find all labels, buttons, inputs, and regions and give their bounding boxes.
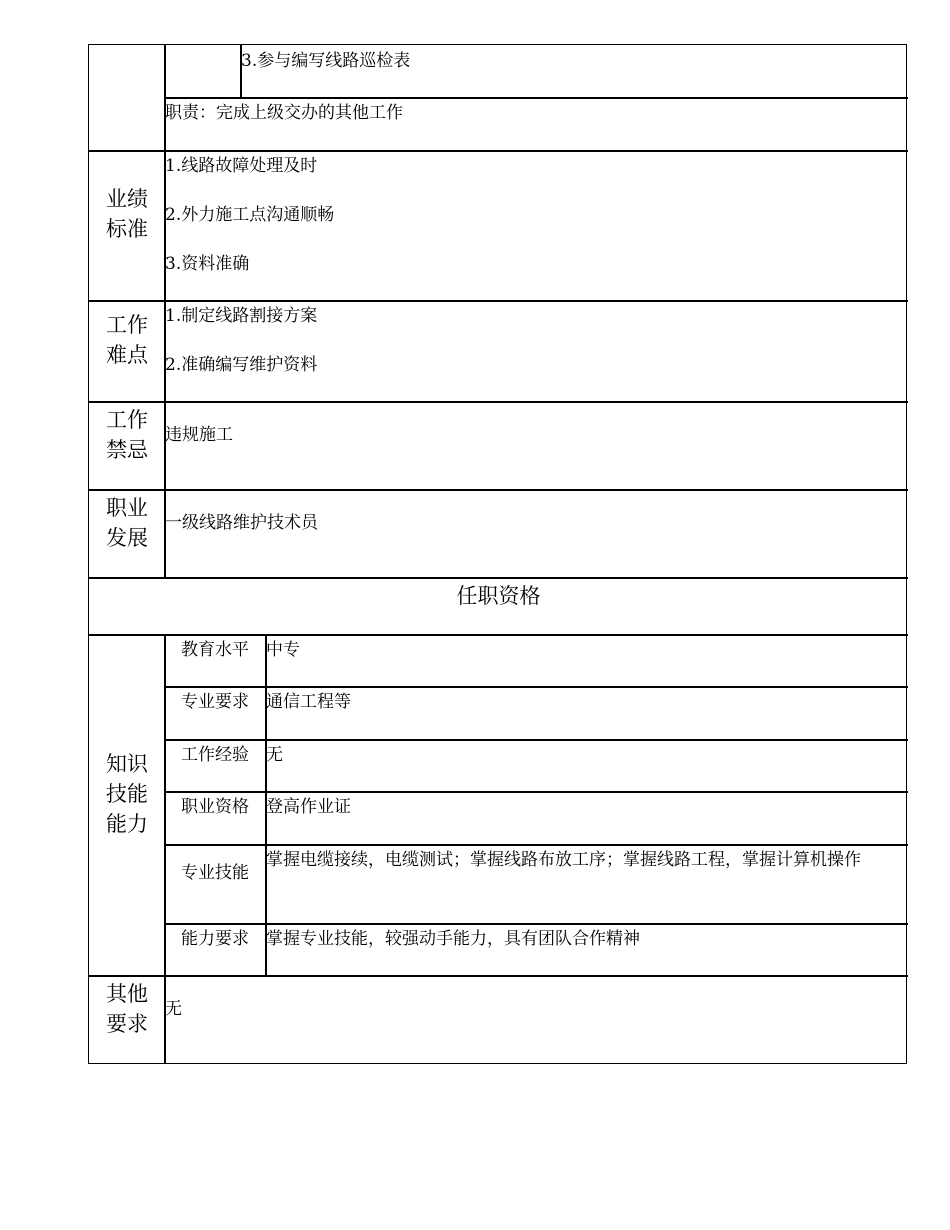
qualification-row-label: 职业资格 <box>181 797 249 817</box>
performance-label-line2: 标准 <box>106 217 148 241</box>
career-label-line1: 职业 <box>106 496 148 520</box>
row-divider <box>89 634 908 636</box>
qualification-row-value: 通信工程等 <box>266 692 351 712</box>
qualification-row-label: 能力要求 <box>181 929 249 949</box>
performance-item: 3.资料准确 <box>165 254 250 274</box>
qualification-row-label: 工作经验 <box>181 745 249 765</box>
other-label-line1: 其他 <box>106 982 148 1006</box>
row-divider <box>165 923 908 925</box>
row-divider <box>165 844 908 846</box>
row-divider <box>89 577 908 579</box>
row-divider <box>89 975 908 977</box>
row-divider <box>165 791 908 793</box>
difficulty-item: 2.准确编写维护资料 <box>165 355 318 375</box>
qualification-row-label: 专业要求 <box>181 692 249 712</box>
qualification-row-value: 掌握电缆接续，电缆测试；掌握线路布放工序；掌握线路工程，掌握计算机操作 <box>266 850 861 870</box>
performance-item: 1.线路故障处理及时 <box>165 156 318 176</box>
qualification-row-label: 专业技能 <box>181 863 249 883</box>
difficulty-label-line1: 工作 <box>106 313 148 337</box>
row-divider <box>165 739 908 741</box>
career-value: 一级线路维护技术员 <box>165 513 318 533</box>
row-divider <box>165 97 908 99</box>
qualification-row-value: 中专 <box>266 640 300 660</box>
taboo-label-line1: 工作 <box>106 408 148 432</box>
other-label <box>89 979 165 1039</box>
performance-item: 2.外力施工点沟通顺畅 <box>165 205 335 225</box>
qualification-row-value: 无 <box>266 745 283 765</box>
taboo-value: 违规施工 <box>165 425 233 445</box>
qualification-group-label-line1: 知识 <box>106 752 148 776</box>
row-divider <box>89 300 908 302</box>
other-duty: 职责：完成上级交办的其他工作 <box>165 103 403 123</box>
performance-label <box>89 184 165 244</box>
qualification-group-label-line2: 技能 <box>106 782 148 806</box>
qualification-title: 任职资格 <box>456 584 541 608</box>
qualification-row-label: 教育水平 <box>181 640 249 660</box>
other-label-line2: 要求 <box>106 1012 148 1036</box>
career-label-line2: 发展 <box>106 526 148 550</box>
qualification-group-label-line3: 能力 <box>106 812 148 836</box>
difficulty-label-line2: 难点 <box>106 343 148 367</box>
other-value: 无 <box>165 999 182 1019</box>
qualification-row-value: 掌握专业技能，较强动手能力，具有团队合作精神 <box>266 929 640 949</box>
difficulty-label <box>89 310 165 370</box>
difficulty-item: 1.制定线路割接方案 <box>165 306 318 326</box>
taboo-label-line2: 禁忌 <box>106 438 148 462</box>
row-divider <box>89 489 908 491</box>
qualification-row-value: 登高作业证 <box>266 797 351 817</box>
row-divider <box>89 150 908 152</box>
row-divider <box>165 686 908 688</box>
performance-label-line1: 业绩 <box>106 187 148 211</box>
job-description-table <box>88 44 907 1064</box>
duty-item: 3.参与编写线路巡检表 <box>241 51 411 71</box>
taboo-label <box>89 405 165 465</box>
row-divider <box>89 401 908 403</box>
qualification-group-label <box>89 749 165 839</box>
career-label <box>89 493 165 553</box>
